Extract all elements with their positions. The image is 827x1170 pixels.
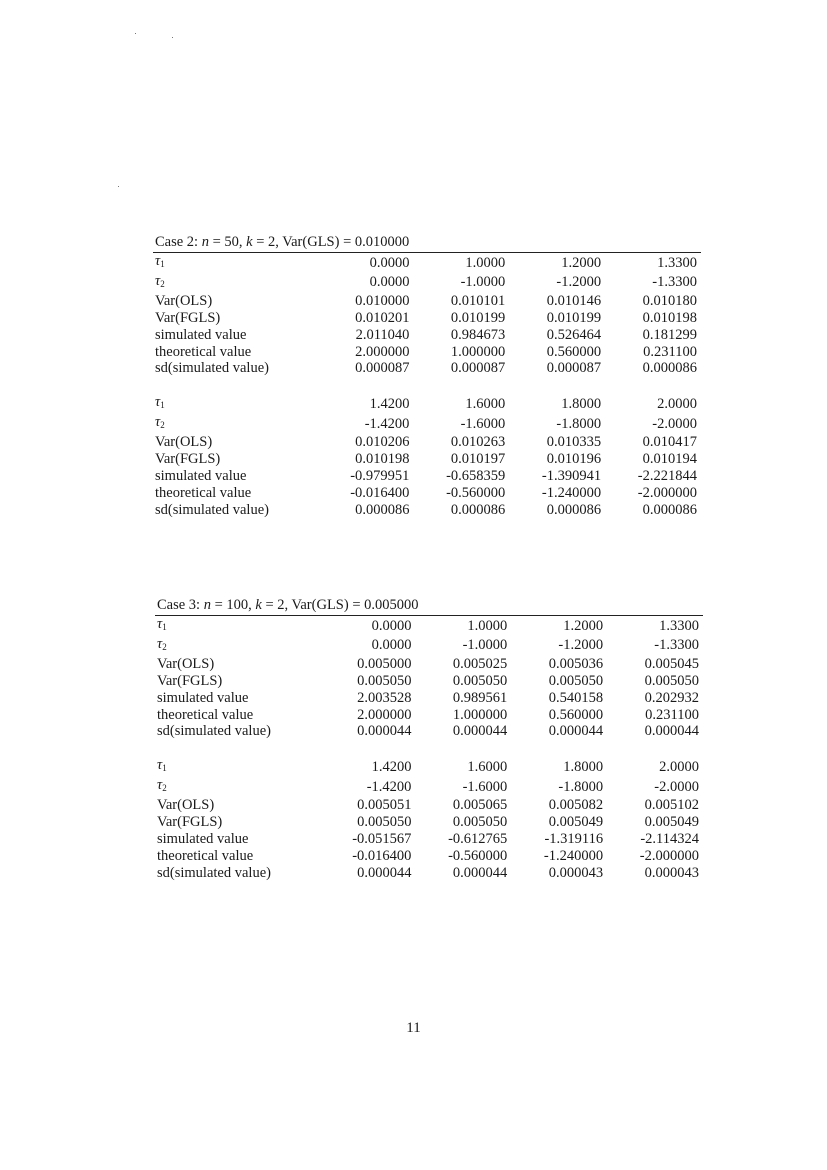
results-table bbox=[155, 616, 703, 882]
table-cell: -2.000000 bbox=[639, 847, 699, 864]
table-cell: 0.560000 bbox=[548, 706, 604, 723]
table-row bbox=[155, 616, 703, 636]
tau-letter: τ bbox=[155, 414, 161, 431]
table-cell: 0.010180 bbox=[642, 292, 697, 309]
table-cell: 0.000086 bbox=[546, 501, 602, 518]
page-number: 11 bbox=[406, 1020, 421, 1036]
table-cell: 0.000086 bbox=[355, 501, 410, 518]
table-cell: 0.000086 bbox=[642, 501, 697, 518]
table-row bbox=[153, 451, 701, 468]
tau-symbol bbox=[157, 777, 167, 793]
table-cell: -1.3300 bbox=[654, 637, 699, 654]
table-cell: 0.000044 bbox=[644, 723, 699, 740]
row-label: theoretical value bbox=[157, 706, 254, 723]
case-2-table bbox=[153, 233, 701, 519]
table-cell: 0.000087 bbox=[450, 360, 506, 377]
block-spacer bbox=[153, 377, 701, 394]
scan-speck bbox=[135, 33, 136, 34]
results-table bbox=[153, 253, 701, 519]
table-cell: 0.005049 bbox=[548, 814, 604, 831]
table-cell: 0.000087 bbox=[355, 360, 410, 377]
scan-speck bbox=[172, 37, 173, 38]
table-cell: 2.000000 bbox=[357, 706, 412, 723]
table-row bbox=[155, 865, 703, 882]
caption-part: Case 2: bbox=[155, 234, 202, 250]
table-cell: -1.390941 bbox=[541, 467, 602, 484]
table-cell: 0.000043 bbox=[644, 864, 699, 881]
row-label: sd(simulated value) bbox=[155, 360, 269, 377]
row-label bbox=[155, 616, 316, 636]
tau-subscript: 2 bbox=[160, 278, 165, 289]
table-cell: 0.010199 bbox=[546, 309, 602, 326]
table-cell: 0.202932 bbox=[644, 689, 699, 706]
tau-symbol bbox=[155, 394, 165, 410]
table-cell: 0.000044 bbox=[357, 864, 412, 881]
tau-symbol bbox=[157, 616, 167, 632]
table-cell: 0.005049 bbox=[644, 814, 699, 831]
table-cell: -2.221844 bbox=[637, 467, 697, 484]
caption-part: = 2, Var(GLS) = 0.010000 bbox=[252, 234, 410, 250]
row-label: theoretical value bbox=[157, 847, 254, 864]
table-row bbox=[153, 310, 701, 327]
table-cell: -1.3300 bbox=[652, 274, 697, 291]
table-cell: 0.005102 bbox=[644, 797, 699, 814]
table-cell: 0.005082 bbox=[548, 797, 604, 814]
table-row bbox=[153, 253, 701, 273]
table-cell: 0.005050 bbox=[452, 672, 508, 689]
table-cell: -2.000000 bbox=[637, 484, 697, 501]
table-cell: 0.540158 bbox=[548, 689, 604, 706]
table-row bbox=[153, 360, 701, 377]
table-caption bbox=[153, 233, 701, 251]
table-row bbox=[155, 656, 703, 673]
table-row bbox=[153, 293, 701, 310]
row-label: Var(FGLS) bbox=[157, 672, 223, 689]
row-label: Var(FGLS) bbox=[157, 814, 223, 831]
tau-symbol bbox=[157, 636, 167, 652]
tau-subscript: 2 bbox=[160, 420, 165, 431]
row-label bbox=[153, 273, 314, 293]
table-cell: 0.010197 bbox=[450, 451, 506, 468]
table-cell: 1.8000 bbox=[561, 395, 602, 412]
table-row bbox=[155, 636, 703, 656]
table-cell: -1.4200 bbox=[366, 778, 412, 795]
table-cell: -0.560000 bbox=[448, 847, 508, 864]
table-cell: -0.016400 bbox=[350, 484, 410, 501]
table-cell: -1.8000 bbox=[556, 415, 602, 432]
tau-letter: τ bbox=[157, 777, 163, 794]
table-cell: -1.240000 bbox=[543, 847, 604, 864]
table-cell: -1.319116 bbox=[544, 830, 604, 847]
row-label bbox=[153, 394, 314, 414]
table-cell: 0.010417 bbox=[642, 434, 697, 451]
table-cell: 0.010206 bbox=[355, 434, 410, 451]
table-cell: 0.000044 bbox=[548, 723, 604, 740]
row-label: simulated value bbox=[155, 467, 247, 484]
row-label bbox=[155, 636, 316, 656]
table-cell: 0.010198 bbox=[355, 451, 410, 468]
table-row bbox=[153, 394, 701, 414]
table-cell: 0.005036 bbox=[548, 655, 604, 672]
row-label: sd(simulated value) bbox=[157, 864, 271, 881]
table-cell: 1.0000 bbox=[467, 617, 508, 634]
table-cell: 0.005065 bbox=[452, 797, 508, 814]
table-cell: 0.181299 bbox=[642, 326, 697, 343]
caption-part: Case 3: bbox=[157, 597, 204, 613]
row-label: simulated value bbox=[155, 326, 247, 343]
caption-part: = 50, bbox=[208, 234, 247, 250]
table-cell: 1.4200 bbox=[369, 395, 410, 412]
table-cell: 0.0000 bbox=[369, 274, 410, 291]
table-cell: 0.000044 bbox=[357, 723, 412, 740]
table-cell: 1.2000 bbox=[561, 254, 602, 271]
tau-symbol bbox=[155, 414, 165, 430]
table-cell: 0.989561 bbox=[452, 689, 508, 706]
table-cell: 0.010198 bbox=[642, 309, 697, 326]
tau-letter: τ bbox=[155, 253, 161, 269]
table-row bbox=[155, 831, 703, 848]
table-cell: 0.005000 bbox=[357, 655, 412, 672]
table-cell: 0.005051 bbox=[357, 797, 412, 814]
table-cell: -2.0000 bbox=[654, 778, 699, 795]
tau-subscript: 1 bbox=[162, 622, 167, 632]
table-cell: 0.005050 bbox=[357, 814, 412, 831]
table-cell: 1.0000 bbox=[465, 254, 506, 271]
table-cell: 0.005050 bbox=[452, 814, 508, 831]
tau-symbol bbox=[157, 757, 167, 773]
tau-subscript: 1 bbox=[160, 400, 165, 411]
table-cell: -2.0000 bbox=[652, 415, 697, 432]
table-cell: 1.3300 bbox=[657, 254, 697, 271]
block-spacer bbox=[155, 740, 703, 757]
table-cell: 1.6000 bbox=[465, 395, 506, 412]
row-label bbox=[155, 757, 316, 777]
tau-subscript: 2 bbox=[162, 783, 167, 794]
table-cell: 0.005050 bbox=[548, 672, 604, 689]
table-cell: 0.010196 bbox=[546, 451, 602, 468]
tau-letter: τ bbox=[157, 616, 163, 632]
table-row bbox=[155, 673, 703, 690]
tau-letter: τ bbox=[155, 394, 161, 411]
caption-part: k bbox=[246, 234, 253, 250]
table-cell: 1.6000 bbox=[467, 758, 508, 775]
table-cell: 0.005045 bbox=[644, 655, 699, 672]
row-label: Var(OLS) bbox=[157, 797, 215, 814]
table-cell: 0.231100 bbox=[645, 706, 699, 723]
table-row bbox=[153, 344, 701, 361]
table-cell: 2.011040 bbox=[355, 326, 410, 343]
table-cell: 2.000000 bbox=[355, 343, 410, 360]
table-cell: 2.0000 bbox=[659, 758, 699, 775]
table-cell: 0.010194 bbox=[642, 451, 697, 468]
row-label: sd(simulated value) bbox=[157, 723, 271, 740]
tau-letter: τ bbox=[155, 272, 161, 289]
table-row bbox=[153, 502, 701, 519]
table-cell: 0.010000 bbox=[355, 292, 410, 309]
tau-symbol bbox=[155, 253, 165, 269]
row-label: Var(OLS) bbox=[155, 434, 213, 451]
row-label: sd(simulated value) bbox=[155, 501, 269, 518]
table-row bbox=[153, 273, 701, 293]
table-cell: -1.8000 bbox=[558, 778, 604, 795]
table-row bbox=[155, 690, 703, 707]
tau-subscript: 1 bbox=[160, 259, 165, 269]
row-label bbox=[153, 414, 314, 434]
table-cell: 0.005025 bbox=[452, 655, 508, 672]
caption-part: = 2, Var(GLS) = 0.005000 bbox=[261, 597, 419, 613]
table-cell: 2.003528 bbox=[357, 689, 412, 706]
table-cell: 0.010199 bbox=[450, 309, 506, 326]
table-row bbox=[153, 485, 701, 502]
row-label: theoretical value bbox=[155, 484, 252, 501]
table-cell: -1.2000 bbox=[558, 637, 604, 654]
tau-letter: τ bbox=[157, 757, 163, 774]
caption-part: n bbox=[203, 597, 211, 613]
tau-subscript: 1 bbox=[162, 763, 167, 774]
table-cell: 0.010101 bbox=[450, 292, 506, 309]
table-row bbox=[155, 757, 703, 777]
row-label bbox=[155, 777, 316, 797]
caption-part: = 100, bbox=[210, 597, 256, 613]
row-label: Var(FGLS) bbox=[155, 451, 221, 468]
table-cell: -0.560000 bbox=[446, 484, 506, 501]
table-cell: 0.984673 bbox=[450, 326, 506, 343]
table-cell: 0.000044 bbox=[452, 723, 508, 740]
table-row bbox=[155, 777, 703, 797]
caption-part: n bbox=[201, 234, 209, 250]
table-cell: 0.010146 bbox=[546, 292, 602, 309]
table-cell: -0.979951 bbox=[350, 467, 410, 484]
table-cell: -1.6000 bbox=[460, 415, 506, 432]
table-cell: -2.114324 bbox=[640, 830, 699, 847]
table-cell: 1.2000 bbox=[563, 617, 604, 634]
table-cell: 0.560000 bbox=[546, 343, 602, 360]
row-label: Var(FGLS) bbox=[155, 309, 221, 326]
table-row bbox=[153, 434, 701, 451]
table-cell: 0.010201 bbox=[355, 309, 410, 326]
table-cell: -0.016400 bbox=[352, 847, 412, 864]
table-cell: -1.0000 bbox=[462, 637, 508, 654]
table-row bbox=[155, 814, 703, 831]
row-label: Var(OLS) bbox=[157, 655, 215, 672]
tau-subscript: 2 bbox=[162, 641, 167, 652]
table-cell: 1.3300 bbox=[659, 617, 699, 634]
table-cell: -0.658359 bbox=[446, 467, 506, 484]
table-cell: 0.0000 bbox=[371, 617, 412, 634]
table-cell: 1.000000 bbox=[452, 706, 508, 723]
row-label: simulated value bbox=[157, 689, 249, 706]
table-cell: 0.010263 bbox=[450, 434, 506, 451]
row-label: simulated value bbox=[157, 830, 249, 847]
table-row bbox=[155, 848, 703, 865]
table-cell: 0.000043 bbox=[548, 864, 604, 881]
table-row bbox=[155, 707, 703, 724]
table-cell: 0.000087 bbox=[546, 360, 602, 377]
row-label: theoretical value bbox=[155, 343, 252, 360]
table-cell: 0.526464 bbox=[546, 326, 602, 343]
table-cell: 0.010335 bbox=[546, 434, 602, 451]
table-cell: 1.8000 bbox=[563, 758, 604, 775]
table-cell: 2.0000 bbox=[657, 395, 697, 412]
case-3-table bbox=[155, 596, 703, 882]
table-cell: 0.005050 bbox=[357, 672, 412, 689]
tau-symbol bbox=[155, 273, 165, 289]
table-cell: 1.4200 bbox=[371, 758, 412, 775]
tau-letter: τ bbox=[157, 635, 163, 652]
caption-part: k bbox=[255, 597, 262, 613]
table-cell: 1.000000 bbox=[450, 343, 506, 360]
table-cell: -1.0000 bbox=[460, 274, 506, 291]
table-cell: -1.240000 bbox=[541, 484, 602, 501]
table-row bbox=[153, 414, 701, 434]
table-cell: 0.005050 bbox=[644, 672, 699, 689]
table-cell: 0.0000 bbox=[371, 637, 412, 654]
table-cell: -0.612765 bbox=[448, 830, 508, 847]
scan-speck bbox=[118, 186, 119, 187]
table-row bbox=[153, 468, 701, 485]
table-cell: 0.0000 bbox=[369, 254, 410, 271]
table-row bbox=[153, 327, 701, 344]
table-cell: 0.231100 bbox=[643, 343, 697, 360]
table-cell: 0.000086 bbox=[450, 501, 506, 518]
table-cell: -0.051567 bbox=[352, 830, 412, 847]
table-cell: -1.6000 bbox=[462, 778, 508, 795]
table-cell: 0.000044 bbox=[452, 864, 508, 881]
table-caption bbox=[155, 596, 703, 614]
table-cell: 0.000086 bbox=[642, 360, 697, 377]
table-cell: -1.4200 bbox=[364, 415, 410, 432]
table-row bbox=[155, 797, 703, 814]
row-label bbox=[153, 253, 314, 273]
row-label: Var(OLS) bbox=[155, 292, 213, 309]
table-cell: -1.2000 bbox=[556, 274, 602, 291]
table-row bbox=[155, 723, 703, 740]
